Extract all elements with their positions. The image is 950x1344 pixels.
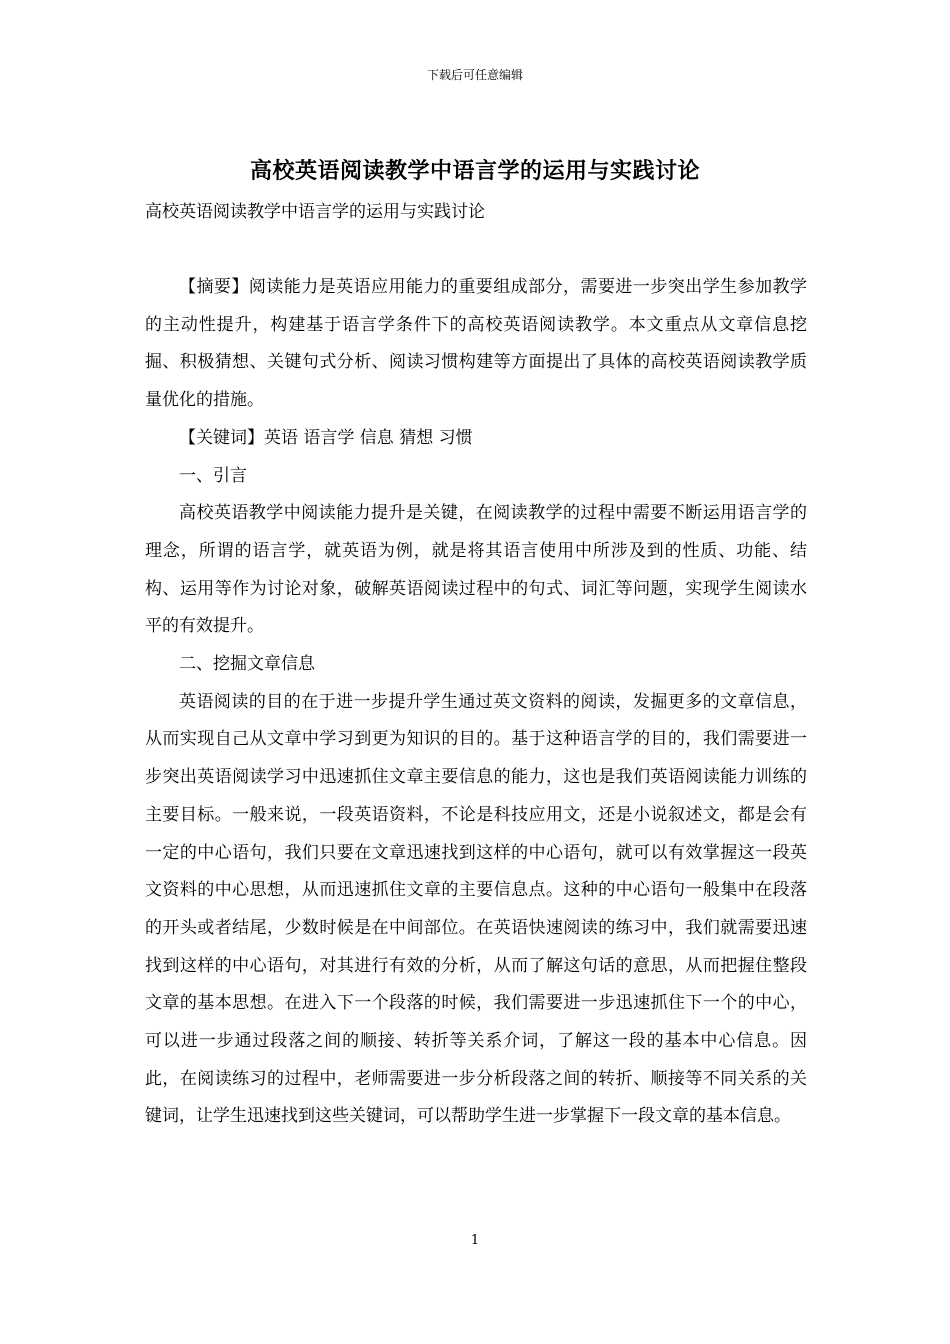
document-title: 高校英语阅读教学中语言学的运用与实践讨论 [249, 158, 700, 184]
section-heading-introduction: 一、引言 [179, 465, 247, 486]
abstract-paragraph: 【摘要】阅读能力是英语应用能力的重要组成部分，需要进一步突出学生参加教学的主动性提升，构建基于语言学条件下的高校英语阅读教学。本文重点从文章信息挖掘、积极猜想、关键句式分析、阅读习惯构建等方面提出了具体的高校英语阅读教学质量优化的措施。 [145, 277, 807, 411]
page-number: 1 [470, 1233, 480, 1248]
mining-info-paragraph: 英语阅读的目的在于进一步提升学生通过英文资料的阅读，发掘更多的文章信息，从而实现自己从文章中学习到更为知识的目的。基于这种语言学的目的，我们需要进一步突出英语阅读学习中迅速抓住文章主要信息的能力，这也是我们英语阅读能力训练的主要目标。一般来说，一段英语资料，不论是科技应用文，还是小说叙述文，都是会有一定的中心语句，我们只要在文章迅速找到这样的中心语句，就可以有效掌握这一段英文资料的中心思想，从而迅速抓住文章的主要信息点。这种的中心语句一般集中在段落的开头或者结尾，少数时候是在中间部位。在英语快速阅读的练习中，我们就需要迅速找到这样的中心语句，对其进行有效的分析，从而了解这句话的意思，从而把握住整段文章的基本思想。在进入下一个段落的时候，我们需要进一步迅速抓住下一个的中心，可以进一步通过段落之间的顺接、转折等关系介词，了解这一段的基本中心信息。因此，在阅读练习的过程中，老师需要进一步分析段落之间的转折、顺接等不同关系的关键词，让学生迅速找到这些关键词，可以帮助学生进一步掌握下一段文章的基本信息。 [145, 691, 807, 1127]
document-subtitle: 高校英语阅读教学中语言学的运用与实践讨论 [145, 202, 485, 222]
keywords-paragraph: 【关键词】英语 语言学 信息 猜想 习惯 [179, 427, 473, 448]
header-note: 下载后可任意编辑 [426, 68, 523, 82]
introduction-paragraph: 高校英语教学中阅读能力提升是关键，在阅读教学的过程中需要不断运用语言学的理念，所谓的语言学，就英语为例，就是将其语言使用中所涉及到的性质、功能、结构、运用等作为讨论对象，破解英语阅读过程中的句式、词汇等问题，实现学生阅读水平的有效提升。 [145, 503, 807, 637]
document-body [145, 269, 807, 1136]
section-heading-mining-info: 二、挖掘文章信息 [179, 654, 315, 675]
